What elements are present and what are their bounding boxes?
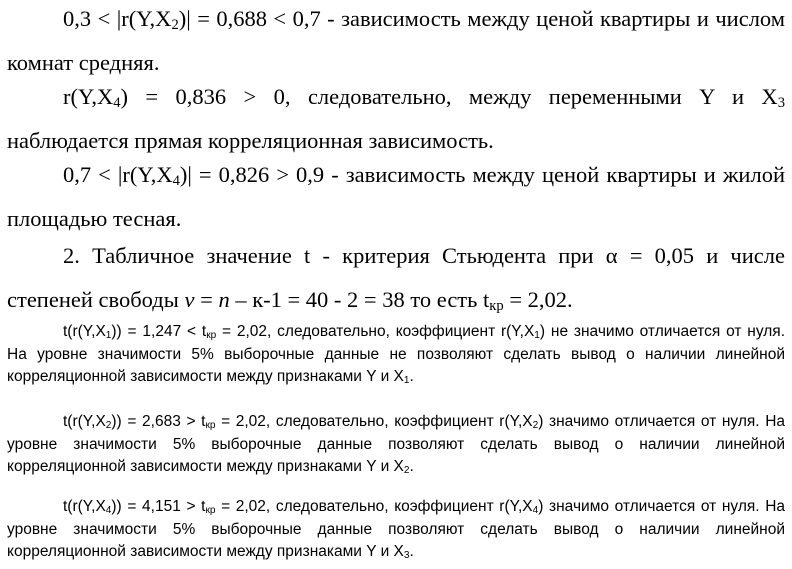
subscript: 4 <box>532 505 539 516</box>
text-run: )| = 0,688 < 0,7 - зависимость между ценой квартиры и числом комнат средняя. <box>7 6 785 75</box>
text-run: . <box>409 543 414 560</box>
subscript: 3 <box>777 94 785 111</box>
text-run: = 2,02, следовательно, коэффициент r(Y,X <box>215 413 533 430</box>
text-run: t(r(Y,X <box>63 323 106 340</box>
text-run: ) = 0,836 > 0, следовательно, между переменными Y и X <box>120 84 778 109</box>
text-run: наблюдается прямая корреляционная зависимость. <box>7 128 494 153</box>
paragraph-significance-x4 <box>7 496 785 564</box>
paragraph-correlation-x4-strength <box>7 153 785 241</box>
text-run: = 2,02, следовательно, коэффициент r(Y,X <box>216 323 535 340</box>
paragraph-student-critical-value <box>7 234 785 322</box>
subscript: 4 <box>113 94 121 111</box>
subscript: 2 <box>171 16 179 33</box>
text-run: к-1 = 40 - 2 = 38 то есть t <box>252 287 490 312</box>
subscript: кр <box>489 297 504 314</box>
text-run: 2. Табличное значение t - критерия Стьюдента при α = 0,05 и числе степеней свободы <box>7 243 785 312</box>
subscript: кр <box>206 330 217 341</box>
text-run: = 2,02. <box>503 287 573 312</box>
text-run: t(r(Y,X <box>63 413 106 430</box>
text-run: r(Y,X <box>63 84 114 109</box>
subscript: 1 <box>534 330 540 341</box>
subscript: 1 <box>105 330 112 341</box>
subscript: кр <box>205 505 216 516</box>
text-run: )) = 1,247 < t <box>111 323 207 340</box>
text-run: )) = 2,683 > t <box>111 413 206 430</box>
subscript: 2 <box>403 465 410 476</box>
text-run: . <box>409 458 414 475</box>
subscript: 2 <box>532 420 539 431</box>
subscript: 4 <box>105 505 112 516</box>
text-run: ) не значимо отличается от нуля. На уровне значимости 5% выборочные данные не позволяют сделать вывод о наличии линейной корреляционной зависимости между признаками Y и X <box>7 323 785 385</box>
subscript: 4 <box>172 172 180 189</box>
subscript: 3 <box>403 550 410 561</box>
paragraph-significance-x2 <box>7 411 785 479</box>
subscript: 2 <box>105 420 112 431</box>
text-run: = <box>194 287 219 312</box>
text-run: )| = 0,826 > 0,9 - зависимость между ценой квартиры и жилой площадью тесная. <box>7 162 785 231</box>
text-run: ) значимо отличается от нуля. На уровне значимости 5% выборочные данные позволяют сделать вывод о наличии линейной корреляционной зависимости между признаками Y и X <box>7 498 786 560</box>
paragraph-significance-x1 <box>7 321 785 389</box>
text-run: – <box>229 287 253 312</box>
nu-symbol: ν <box>184 287 195 312</box>
text-run: 0,3 < |r(Y,X <box>63 6 172 31</box>
text-run: = 2,02, следовательно, коэффициент r(Y,X <box>215 498 533 515</box>
text-run: 0,7 < |r(Y,X <box>63 162 173 187</box>
subscript: 1 <box>403 375 410 386</box>
text-run: t(r(Y,X <box>63 498 106 515</box>
paragraph-correlation-x2 <box>7 0 785 85</box>
text-run: . <box>409 368 414 385</box>
text-run: ) значимо отличается от нуля. На уровне значимости 5% выборочные данные позволяют сделать вывод о наличии линейной корреляционной зависимости между признаками Y и X <box>7 413 786 475</box>
paragraph-correlation-x4-direct <box>7 75 785 163</box>
text-run: )) = 4,151 > t <box>111 498 206 515</box>
n-symbol: n <box>218 287 230 312</box>
subscript: кр <box>205 420 216 431</box>
